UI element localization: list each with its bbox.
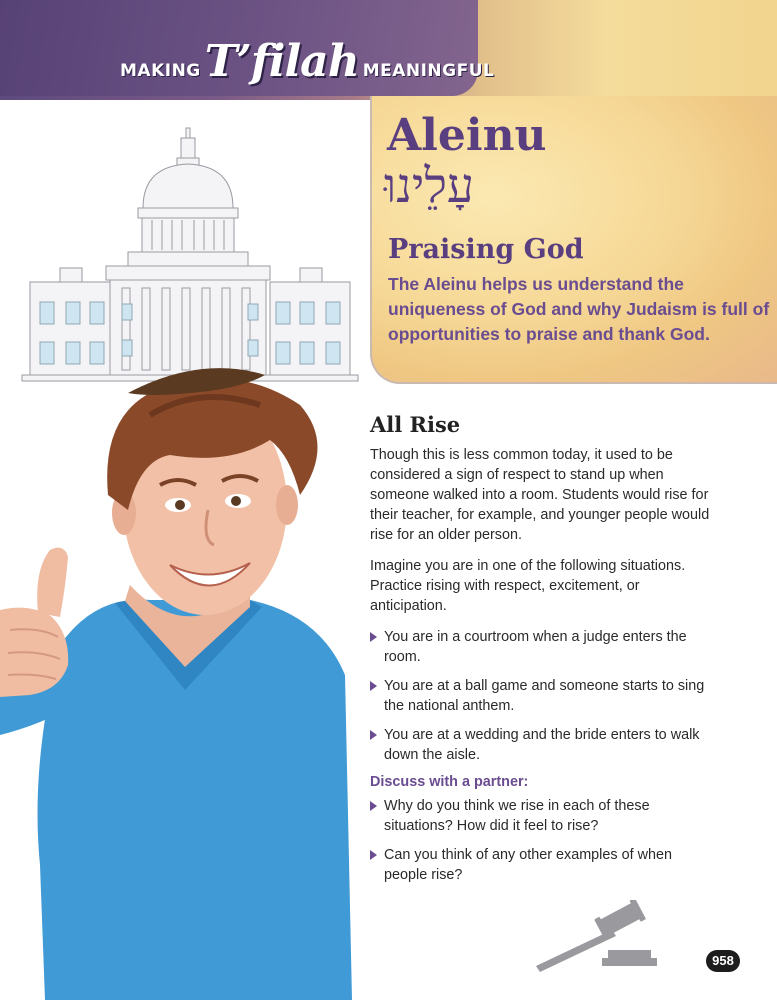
list-item xyxy=(370,627,710,667)
series-banner-text xyxy=(120,36,494,88)
section-title: All Rise xyxy=(370,412,461,437)
bullet-triangle-icon xyxy=(370,730,377,740)
list-item-text: Can you think of any other examples of when people rise? xyxy=(384,847,672,883)
list-item-text: Why do you think we rise in each of these situations? How did it feel to rise? xyxy=(384,798,650,834)
article-body xyxy=(370,412,710,894)
bullet-triangle-icon xyxy=(370,850,377,860)
list-item-text: You are at a ball game and someone starts to sing the national anthem. xyxy=(384,678,705,714)
banner-main: T’filah xyxy=(204,36,359,87)
intro-text: The Aleinu helps us understand the uniqueness of God and why Judaism is full of opportunities to praise and thank God. xyxy=(388,274,770,344)
bullet-triangle-icon xyxy=(370,632,377,642)
bullet-triangle-icon xyxy=(370,681,377,691)
instruction-paragraph: Imagine you are in one of the following situations. Practice rising with respect, excitement, or anticipation. xyxy=(370,558,686,614)
smiling-boy-photo xyxy=(0,345,370,1000)
list-item-text: You are in a courtroom when a judge enters the room. xyxy=(384,629,687,665)
situation-list xyxy=(370,627,710,765)
bullet-triangle-icon xyxy=(370,801,377,811)
intro-paragraph: Though this is less common today, it used to be considered a sign of respect to stand up when someone walked into a room. Students would rise for their teacher, for example, and younger people would rise for an older person. xyxy=(370,447,710,543)
list-item-text: You are at a wedding and the bride enters to walk down the aisle. xyxy=(384,727,700,763)
series-banner xyxy=(0,0,495,96)
list-item xyxy=(370,725,710,765)
gavel-icon xyxy=(532,900,662,975)
list-item xyxy=(370,676,710,716)
discuss-heading: Discuss with a partner: xyxy=(370,774,529,790)
page-title: Aleinu xyxy=(387,110,547,161)
list-item xyxy=(370,845,710,885)
page-subtitle: Praising God xyxy=(388,234,584,265)
banner-prefix: MAKING xyxy=(120,61,201,81)
title-panel xyxy=(370,96,777,384)
page-number: 958 xyxy=(706,950,740,972)
banner-suffix: MEANINGFUL xyxy=(362,61,495,81)
discussion-list xyxy=(370,796,710,885)
list-item xyxy=(370,796,710,836)
hebrew-title: עָלֵינוּ xyxy=(384,158,475,214)
